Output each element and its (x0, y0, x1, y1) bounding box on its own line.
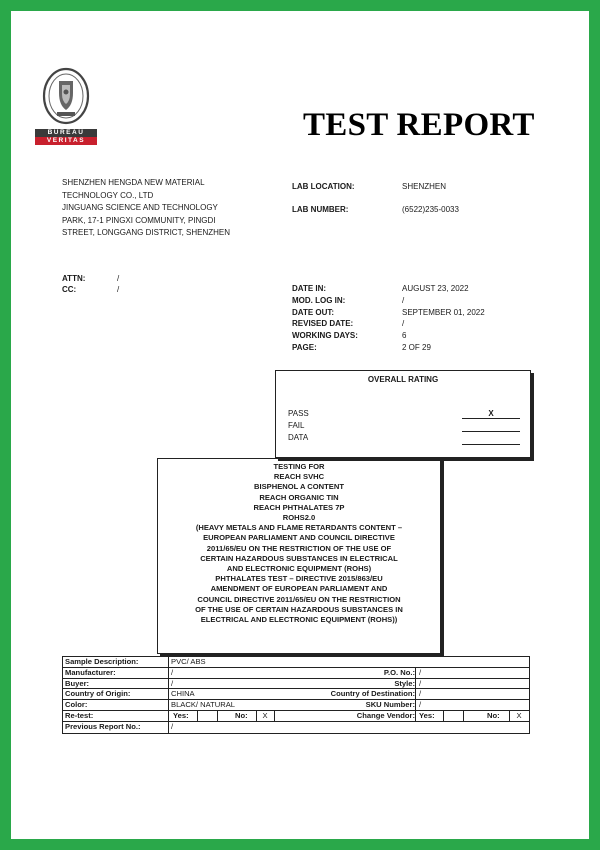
lab-number-value: (6522)235-0033 (402, 205, 459, 214)
cc-value: / (117, 285, 120, 294)
origin-value: CHINA (171, 689, 195, 699)
rating-fail-label: FAIL (288, 421, 305, 430)
origin-label: Country of Origin: (65, 689, 131, 699)
testing-line: BISPHENOL A CONTENT (253, 482, 344, 492)
date-in-row (292, 283, 532, 295)
overall-rating-box (275, 370, 531, 458)
revised-date-label: REVISED DATE: (292, 319, 354, 329)
sku-value: / (419, 700, 422, 710)
buyer-value: / (171, 678, 174, 688)
retest-yes-label: Yes: (173, 710, 189, 720)
style-label: Style: (394, 678, 415, 688)
testing-line: (HEAVY METALS AND FLAME RETARDANTS CONTENT – (195, 523, 403, 533)
date-out-value: SEPTEMBER 01, 2022 (402, 307, 485, 317)
lab-location-value: SHENZHEN (402, 182, 447, 191)
retest-no-label: No: (235, 710, 248, 720)
testing-line: COUNCIL DIRECTIVE 2011/65/EU ON THE RESTRICTION (197, 594, 401, 604)
testing-line: PHTHALATES TEST – DIRECTIVE 2015/863/EU (215, 574, 383, 584)
address-line: STREET, LONGGANG DISTRICT, SHENZHEN (62, 228, 231, 237)
mod-log-in-label: MOD. LOG IN: (292, 295, 346, 305)
page-title: TEST REPORT (303, 107, 535, 143)
manufacturer-value: / (171, 667, 174, 677)
testing-line: 2011/65/EU ON THE RESTRICTION OF THE USE OF (206, 543, 392, 553)
change-vendor-label: Change Vendor: (356, 710, 415, 720)
mod-log-in-row (292, 295, 532, 307)
retest-yes-mark (200, 711, 215, 721)
seal-icon (41, 67, 91, 125)
lab-location-label: LAB LOCATION: (292, 182, 355, 191)
lab-location (292, 181, 532, 192)
client-address (62, 177, 288, 240)
testing-line: TESTING FOR (273, 462, 325, 471)
previous-report-label: Previous Report No.: (65, 721, 141, 731)
revised-date-value: / (402, 319, 405, 329)
logo-text-veritas: VERITAS (35, 137, 97, 145)
lab-number-label: LAB NUMBER: (292, 205, 349, 214)
po-value: / (419, 667, 422, 677)
style-value: / (419, 678, 422, 688)
manufacturer-label: Manufacturer: (65, 667, 116, 677)
table-row (63, 722, 529, 733)
table-row (63, 711, 529, 722)
retest-label: Re-test: (65, 710, 94, 720)
attn-value: / (117, 274, 120, 283)
date-out-row (292, 307, 532, 319)
table-row (63, 689, 529, 700)
date-in-label: DATE IN: (292, 284, 327, 293)
description-label: Sample Description: (65, 657, 139, 666)
retest-no-mark: X (262, 710, 268, 720)
address-line: JINGUANG SCIENCE AND TECHNOLOGY (62, 203, 218, 212)
sku-label: SKU Number: (365, 700, 415, 710)
buyer-label: Buyer: (65, 678, 90, 688)
vendor-no-mark: X (516, 710, 522, 720)
address-line: SHENZHEN HENGDA NEW MATERIAL (62, 178, 205, 187)
table-row (63, 679, 529, 690)
testing-line: OF THE USE OF CERTAIN HAZARDOUS SUBSTANCES IN (195, 604, 403, 614)
rating-data-label: DATA (288, 433, 309, 442)
vendor-yes-label: Yes: (419, 710, 435, 720)
rating-data-mark (462, 435, 520, 445)
working-days-row (292, 330, 532, 342)
date-out-label: DATE OUT: (292, 307, 335, 317)
testing-line: AMENDMENT OF EUROPEAN PARLIAMENT AND (210, 584, 388, 594)
color-label: Color: (65, 700, 88, 710)
vendor-no-label: No: (487, 710, 500, 720)
testing-line: REACH SVHC (273, 472, 325, 482)
rating-fail-mark (462, 422, 520, 432)
testing-line: ELECTRICAL AND ELECTRONIC EQUIPMENT (ROHS)) (200, 615, 398, 625)
table-row (63, 668, 529, 679)
testing-scope-box (157, 458, 441, 654)
address-line: TECHNOLOGY CO., LTD (62, 190, 154, 200)
table-row (63, 657, 529, 668)
testing-line: ROHS2.0 (282, 513, 316, 523)
logo-text-bureau: BUREAU (35, 129, 97, 137)
color-value: BLACK/ NATURAL (171, 700, 236, 710)
table-row (63, 700, 529, 711)
address-line: PARK, 17-1 PINGXI COMMUNITY, PINGDI (62, 215, 216, 225)
date-in-value: AUGUST 23, 2022 (402, 284, 469, 293)
rating-pass-label: PASS (288, 409, 309, 418)
cc-row (62, 284, 142, 295)
testing-line: EUROPEAN PARLIAMENT AND COUNCIL DIRECTIVE (203, 533, 395, 543)
dates-block (292, 283, 532, 354)
po-label: P.O. No.: (383, 667, 415, 677)
sample-info-table (62, 656, 530, 734)
working-days-label: WORKING DAYS: (292, 331, 358, 341)
attn-block (62, 273, 142, 295)
working-days-value: 6 (402, 331, 407, 341)
attn-row (62, 273, 142, 284)
testing-line: REACH PHTHALATES 7P (253, 502, 345, 512)
revised-date-row (292, 318, 532, 330)
testing-line: CERTAIN HAZARDOUS SUBSTANCES IN ELECTRICAL (200, 553, 398, 563)
bureau-veritas-logo (35, 67, 97, 145)
overall-rating-header: OVERALL RATING (367, 375, 439, 384)
description-value: PVC/ ABS (171, 657, 206, 666)
page-label: PAGE: (292, 342, 317, 352)
mod-log-in-value: / (402, 295, 405, 305)
report-page (11, 11, 589, 839)
destination-label: Country of Destination: (330, 689, 415, 699)
rating-pass-mark: X (462, 409, 520, 419)
previous-report-value: / (171, 721, 174, 731)
attn-label: ATTN: (62, 274, 86, 283)
lab-number (292, 204, 532, 215)
page-value: 2 OF 29 (402, 342, 431, 352)
destination-value: / (419, 689, 422, 699)
vendor-yes-mark (445, 711, 461, 721)
testing-line: AND ELECTRONIC EQUIPMENT (ROHS) (226, 564, 372, 574)
cc-label: CC: (62, 285, 77, 294)
page-row (292, 342, 532, 354)
testing-line: REACH ORGANIC TIN (259, 492, 339, 502)
